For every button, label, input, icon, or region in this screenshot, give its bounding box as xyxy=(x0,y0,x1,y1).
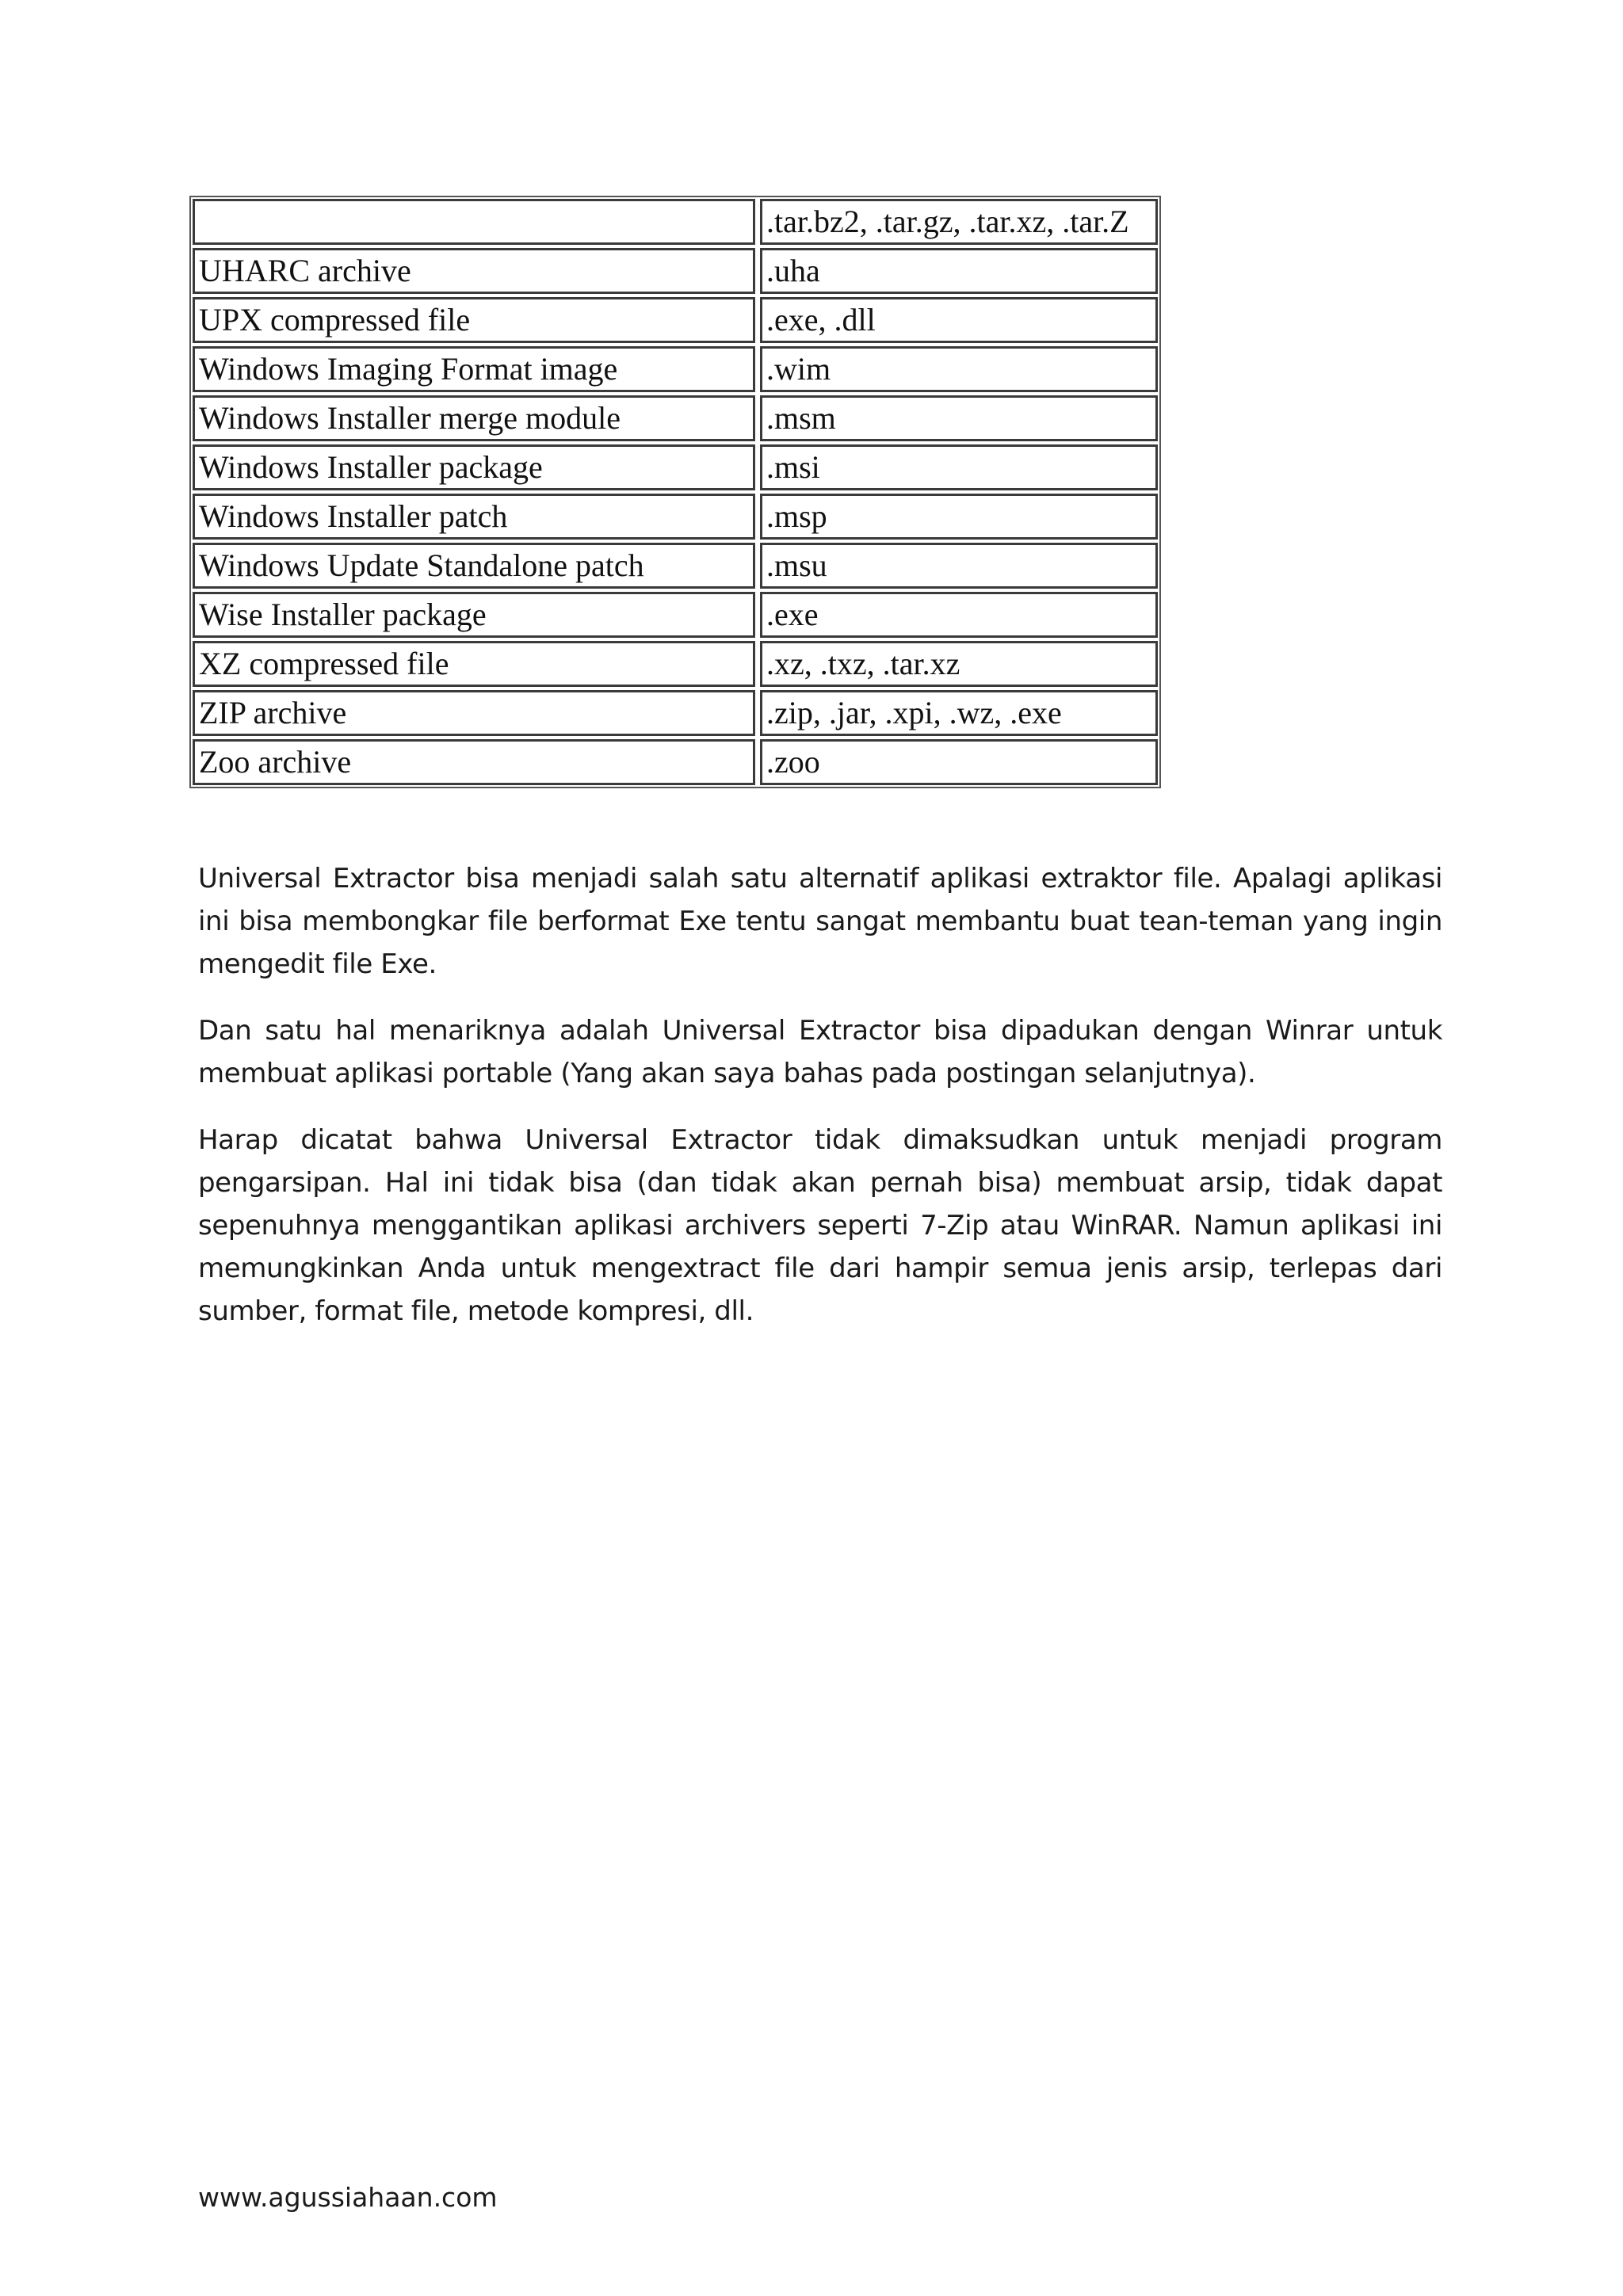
extension-cell: .exe xyxy=(760,592,1158,638)
table-row xyxy=(193,641,1158,687)
table-row xyxy=(193,739,1158,785)
extension-cell: .msu xyxy=(760,543,1158,589)
extension-cell: .tar.bz2, .tar.gz, .tar.xz, .tar.Z xyxy=(760,199,1158,245)
table-row xyxy=(193,444,1158,490)
extension-cell: .uha xyxy=(760,248,1158,294)
extension-cell: .wim xyxy=(760,346,1158,392)
extension-cell: .msi xyxy=(760,444,1158,490)
table-row xyxy=(193,297,1158,343)
extension-cell: .zoo xyxy=(760,739,1158,785)
format-name-cell: Zoo archive xyxy=(193,739,755,785)
format-name-cell: Windows Installer package xyxy=(193,444,755,490)
format-name-cell: XZ compressed file xyxy=(193,641,755,687)
table-row xyxy=(193,494,1158,540)
table-row xyxy=(193,690,1158,736)
format-name-cell xyxy=(193,199,755,245)
table-row xyxy=(193,543,1158,589)
table-row xyxy=(193,395,1158,441)
body-text xyxy=(198,857,1442,1356)
format-name-cell: Windows Update Standalone patch xyxy=(193,543,755,589)
format-name-cell: Windows Installer merge module xyxy=(193,395,755,441)
paragraph: Universal Extractor bisa menjadi salah satu alternatif aplikasi extraktor file. Apalagi aplikasi ini bisa membongkar file berformat Exe tentu sangat membantu buat tean-teman yang ingin mengedit file Exe. xyxy=(198,863,1442,980)
format-name-cell: Wise Installer package xyxy=(193,592,755,638)
footer-website-url: www.agussiahaan.com xyxy=(198,2182,498,2213)
extension-cell: .msp xyxy=(760,494,1158,540)
table-row xyxy=(193,248,1158,294)
table-row xyxy=(193,592,1158,638)
file-format-table xyxy=(189,196,1161,788)
paragraph: Harap dicatat bahwa Universal Extractor tidak dimaksudkan untuk menjadi program pengarsipan. Hal ini tidak bisa (dan tidak akan pernah bisa) membuat arsip, tidak dapat sepenuhnya menggantikan aplikasi archivers seperti 7-Zip atau WinRAR. Namun aplikasi ini memungkinkan Anda untuk mengextract file dari hampir semua jenis arsip, terlepas dari sumber, format file, metode kompresi, dll. xyxy=(198,1124,1442,1327)
format-name-cell: Windows Installer patch xyxy=(193,494,755,540)
format-name-cell: UPX compressed file xyxy=(193,297,755,343)
format-name-cell: Windows Imaging Format image xyxy=(193,346,755,392)
extension-cell: .xz, .txz, .tar.xz xyxy=(760,641,1158,687)
extension-cell: .msm xyxy=(760,395,1158,441)
format-name-cell: UHARC archive xyxy=(193,248,755,294)
extension-cell: .zip, .jar, .xpi, .wz, .exe xyxy=(760,690,1158,736)
table-row xyxy=(193,346,1158,392)
format-name-cell: ZIP archive xyxy=(193,690,755,736)
paragraph: Dan satu hal menariknya adalah Universal Extractor bisa dipadukan dengan Winrar untuk membuat aplikasi portable (Yang akan saya bahas pada postingan selanjutnya). xyxy=(198,1015,1442,1089)
extension-cell: .exe, .dll xyxy=(760,297,1158,343)
table-row xyxy=(193,199,1158,245)
